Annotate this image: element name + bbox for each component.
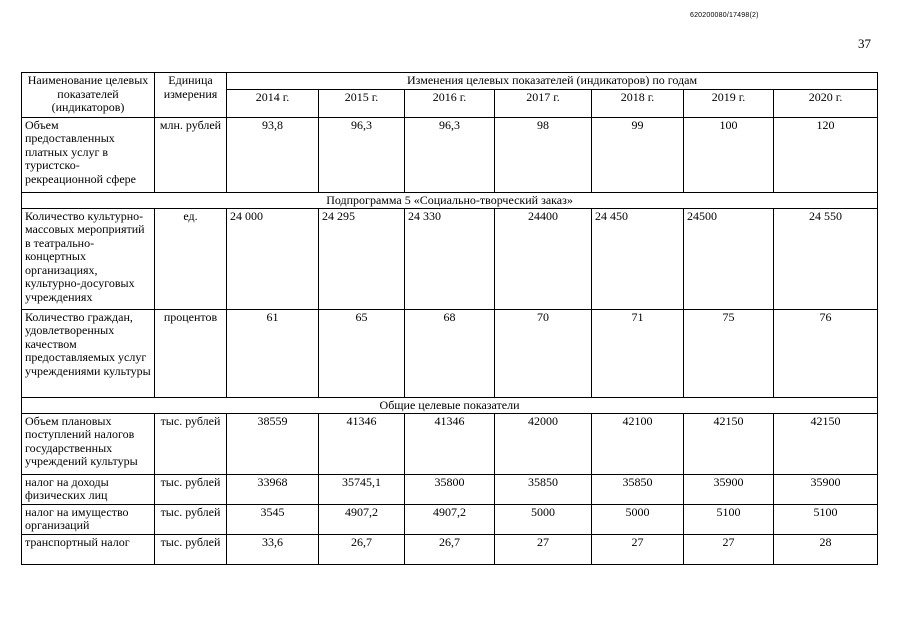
value-cell: 76: [774, 309, 878, 397]
value-cell: 4907,2: [319, 504, 405, 534]
table-row: [22, 309, 878, 397]
value-cell: 35850: [495, 474, 592, 504]
value-cell: 35800: [405, 474, 495, 504]
page-number: 37: [858, 36, 871, 51]
year-header: 2019 г.: [684, 89, 774, 117]
indicator-name: Объем предоставленных платных услуг в туристско-рекреационной сфере: [22, 117, 155, 192]
value-cell: 96,3: [319, 117, 405, 192]
value-cell: 5100: [774, 504, 878, 534]
value-cell: 3545: [227, 504, 319, 534]
value-cell: 27: [592, 534, 684, 564]
value-cell: 5100: [684, 504, 774, 534]
document-id: 620200080/17498(2): [690, 12, 759, 19]
value-cell: 41346: [319, 413, 405, 474]
value-cell: 100: [684, 117, 774, 192]
table-row: [22, 208, 878, 309]
indicator-unit: тыс. рублей: [155, 413, 227, 474]
value-cell: 27: [684, 534, 774, 564]
value-cell: 35850: [592, 474, 684, 504]
indicator-unit: тыс. рублей: [155, 534, 227, 564]
value-cell: 28: [774, 534, 878, 564]
indicator-name: Количество граждан, удовлетворенных качеством предоставляемых услуг учреждениями культуры: [22, 309, 155, 397]
value-cell: 42150: [774, 413, 878, 474]
indicator-unit: тыс. рублей: [155, 474, 227, 504]
indicator-unit: млн. рублей: [155, 117, 227, 192]
value-cell: 24 550: [774, 208, 878, 309]
value-cell: 24500: [684, 208, 774, 309]
table-row: [22, 413, 878, 474]
value-cell: 41346: [405, 413, 495, 474]
header-row-1: [22, 73, 878, 90]
header-years-group: Изменения целевых показателей (индикаторов) по годам: [227, 73, 878, 90]
table-row: [22, 504, 878, 534]
year-header: 2018 г.: [592, 89, 684, 117]
value-cell: 35900: [684, 474, 774, 504]
value-cell: 71: [592, 309, 684, 397]
value-cell: 68: [405, 309, 495, 397]
value-cell: 70: [495, 309, 592, 397]
value-cell: 93,8: [227, 117, 319, 192]
indicator-unit: тыс. рублей: [155, 504, 227, 534]
value-cell: 26,7: [405, 534, 495, 564]
value-cell: 24 295: [319, 208, 405, 309]
value-cell: 42000: [495, 413, 592, 474]
section-title: Подпрограмма 5 «Социально-творческий заказ»: [22, 192, 878, 208]
indicator-unit: ед.: [155, 208, 227, 309]
value-cell: 61: [227, 309, 319, 397]
value-cell: 24400: [495, 208, 592, 309]
value-cell: 5000: [592, 504, 684, 534]
value-cell: 4907,2: [405, 504, 495, 534]
header-unit-column: Единица измерения: [155, 73, 227, 118]
section-row: [22, 397, 878, 413]
value-cell: 24 330: [405, 208, 495, 309]
value-cell: 96,3: [405, 117, 495, 192]
year-header: 2020 г.: [774, 89, 878, 117]
table-row: [22, 474, 878, 504]
indicator-name: налог на доходы физических лиц: [22, 474, 155, 504]
value-cell: 24 000: [227, 208, 319, 309]
year-header: 2017 г.: [495, 89, 592, 117]
value-cell: 26,7: [319, 534, 405, 564]
value-cell: 35745,1: [319, 474, 405, 504]
value-cell: 5000: [495, 504, 592, 534]
section-row: [22, 192, 878, 208]
indicator-name: Объем плановых поступлений налогов государственных учреждений культуры: [22, 413, 155, 474]
section-title: Общие целевые показатели: [22, 397, 878, 413]
value-cell: 35900: [774, 474, 878, 504]
table-row: [22, 117, 878, 192]
value-cell: 120: [774, 117, 878, 192]
indicator-name: транспортный налог: [22, 534, 155, 564]
value-cell: 99: [592, 117, 684, 192]
indicator-name: Количество культурно-массовых мероприятий в театрально-концертных организациях, культурно-досуговых учреждениях: [22, 208, 155, 309]
indicators-table: [21, 72, 878, 565]
indicator-unit: процентов: [155, 309, 227, 397]
indicator-name: налог на имущество организаций: [22, 504, 155, 534]
value-cell: 27: [495, 534, 592, 564]
value-cell: 75: [684, 309, 774, 397]
value-cell: 42100: [592, 413, 684, 474]
year-header: 2015 г.: [319, 89, 405, 117]
year-header: 2016 г.: [405, 89, 495, 117]
value-cell: 98: [495, 117, 592, 192]
value-cell: 33968: [227, 474, 319, 504]
value-cell: 42150: [684, 413, 774, 474]
value-cell: 33,6: [227, 534, 319, 564]
table-row: [22, 534, 878, 564]
value-cell: 24 450: [592, 208, 684, 309]
value-cell: 65: [319, 309, 405, 397]
value-cell: 38559: [227, 413, 319, 474]
year-header: 2014 г.: [227, 89, 319, 117]
header-name-column: Наименование целевых показателей (индикаторов): [22, 73, 155, 118]
